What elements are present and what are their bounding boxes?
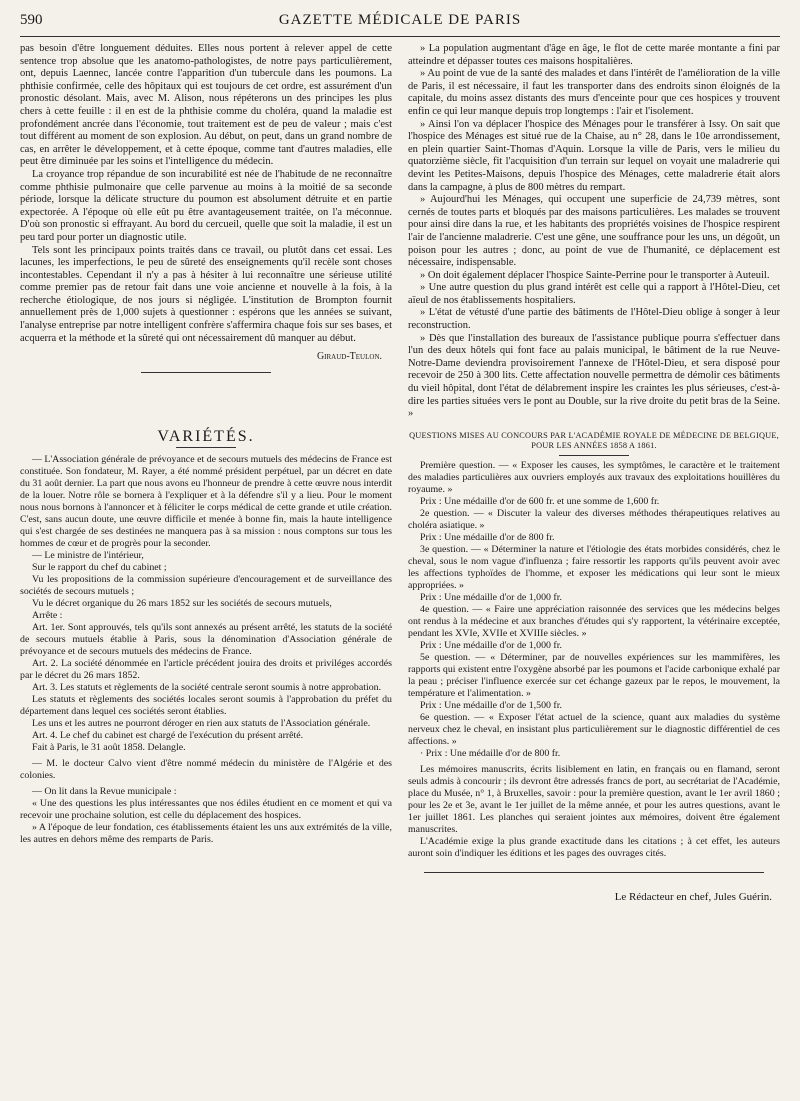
closing-paragraph: Les mémoires manuscrits, écrits lisiblement en latin, en français ou en flamand, seront seuls admis à concourir ; ils devront être adressés francs de port, au secrétariat de l'Académie, place du Musée, n° 1, à Bruxelles, savoir : pour la première question, avant le 1er avril 1860 ; pour les 2e et 3e, avant le 1er juillet de la même année, et pour les autres questions, avant le 1er juillet 1861. Les planches qui seraient jointes aux mémoires, doivent être également manuscrites.: [408, 763, 780, 835]
section-divider: [141, 372, 271, 373]
question-prize: · Prix : Une médaille d'or de 800 fr.: [420, 747, 561, 759]
question-prize: Prix : Une médaille d'or de 600 fr. et une somme de 1,600 fr.: [420, 495, 660, 507]
article-paragraph: La croyance trop répandue de son incurabilité est née de l'habitude de ne reconnaître comme phthisie pulmonaire que celle parvenue au moins à la moitié de sa seconde période, lorsque la délicate structure du poumon est absolument détruite et en partie expectorée. A l'époque où elle eût pu être avantageusement traitée, on l'a méconnue. D'où son pronostic si effrayant. Au bord du cercueil, quelle que soit la maladie, il est un peu tard pour porter un diagnostic utile.: [20, 168, 392, 243]
news-paragraph: — Le ministre de l'intérieur,: [32, 550, 144, 562]
columns: [20, 43, 780, 903]
article-paragraph: » Dès que l'installation des bureaux de l'assistance publique pourra s'effectuer dans l'un des deux hôtels qui font face au palais municipal, le bâtiment de la rue Neuve-Notre-Dame deviendra provisoirement l'annexe de l'Hôtel-Dieu, et sera disposé pour recevoir de 250 à 300 lits. Cette affectation nouvelle permettra de démolir ces bâtiments du vieil hôpital, dont l'état de délabrement inspire les craintes les plus sérieuses, c'est-à-dire les parties situées vers le pont au Double, sur la rive droite du petit bras de la Seine. »: [408, 332, 780, 420]
article-paragraph: » La population augmentant d'âge en âge, le flot de cette marée montante a fini par atteindre et dépasser toutes ces maisons hospitalières.: [408, 43, 780, 67]
page-number: 590: [20, 12, 43, 28]
left-column: [20, 43, 392, 903]
news-paragraph: Vu le décret organique du 26 mars 1852 sur les sociétés de secours mutuels,: [32, 598, 332, 610]
news-paragraph: — M. le docteur Calvo vient d'être nommé médecin du ministère de l'Algérie et des colonies.: [20, 758, 392, 782]
journal-title: GAZETTE MÉDICALE DE PARIS: [278, 12, 522, 28]
news-paragraph: Art. 2. La société dénommée en l'article précédent jouira des droits et priviléges accordés par le décret du 26 mars 1852.: [20, 658, 392, 682]
news-paragraph: — L'Association générale de prévoyance et de secours mutuels des médecins de France est constituée. Son fondateur, M. Rayer, a été nommé président perpétuel, par un décret en date du 31 août dernier. La part que nous avons eu l'honneur de prendre à cette œuvre nous interdit de la louer. Notre rôle se bornera à l'expliquer et à la défendre s'il y a lieu. Pour le moment nous nous bornons à l'annoncer et à féliciter le corps médical de cette grande et utile création. C'est, sans aucun doute, une œuvre difficile et menée à bonne fin, mais la haute intelligence qui s'est chargée de ses destinées ne manquera pas à sa mission : nous comptons sur tous les hommes de cœur et de progrès pour la seconder.: [20, 454, 392, 550]
running-head: [20, 12, 780, 34]
closing-paragraph: L'Académie exige la plus grande exactitude dans les citations ; à cet effet, les auteurs auront soin d'indiquer les éditions et les pages des ouvrages cités.: [408, 835, 780, 859]
article-paragraph: » L'état de vétusté d'une partie des bâtiments de l'Hôtel-Dieu oblige à songer à leur reconstruction.: [408, 307, 780, 332]
news-paragraph: Fait à Paris, le 31 août 1858. Delangle.: [32, 742, 186, 754]
questions-list: [408, 460, 780, 860]
news-paragraph: Art. 3. Les statuts et règlements de la société centrale seront soumis à notre approbation.: [32, 682, 382, 694]
varietes-heading: VARIÉTÉS.: [157, 427, 255, 445]
header-rule: [20, 36, 780, 37]
question-prize: Prix : Une médaille d'or de 800 fr.: [420, 531, 555, 543]
article-paragraph: » On doit également déplacer l'hospice Sainte-Perrine pour le transporter à Auteuil.: [420, 269, 770, 281]
news-paragraph: Art. 4. Le chef du cabinet est chargé de l'exécution du présent arrêté.: [32, 730, 304, 742]
question-text: 3e question. — « Déterminer la nature et l'étiologie des états morbides considérés, chez le cheval, sous le nom vague d'influenza ; faire ressortir les rapports qu'ils peuvent avoir avec les affections typhoïdes de l'homme, et exposer les médications qui leur sont le mieux appropriées. »: [408, 543, 780, 591]
editor-signature: Le Rédacteur en chef, Jules Guérin.: [614, 890, 772, 903]
article-paragraph: Tels sont les principaux points traités dans ce travail, ou plutôt dans cet essai. Les lacunes, les imperfections, le peu de sûreté des enseignements qu'il recèle sont choses incontestables. Cependant il n'y a pas à hésiter à lui reconnaître une sérieuse utilité comme premier pas de retour fait dans une voie ancienne et nouvelle à la fois, à la recherche étiologique, de nos jours si négligée. L'institution de Brompton fournit annuellement près de 1,000 sujets à questionner : espérons que les années se suivant, l'analyse entreprise par notre intelligent confrère s'affermira chaque fois sur ses bases, et acquerra et la méthode et la sûreté qui ont nécessairement dû manquer au début.: [20, 244, 392, 344]
closing-rule: [424, 872, 764, 873]
question-text: 4e question. — « Faire une appréciation raisonnée des services que les médecins belges ont rendus à la médecine et aux branches d'études qui s'y rapportent, la vétérinaire exceptée, pendant les XVIe, XVIIe et XVIIIe siècles. »: [408, 603, 780, 639]
news-paragraph: « Une des questions les plus intéressantes que nos édiles étudient en ce moment et qui va recevoir une prochaine solution, est celle du déplacement des hospices.: [20, 798, 392, 822]
article-paragraph: pas besoin d'être longuement déduites. Elles nous portent à relever appel de cette sentence trop absolue que les anatomo-pathologistes, de notre pays particulièrement, ont, depuis Laennec, lancée contre l'apparition d'un tubercule dans les poumons. La phthisie confirmée, celle des hôpitaux qui est toujours de cet ordre, est assurément d'un pronostic désolant. Mais, avec M. Alison, nous répéterons un des principes les plus chers à cette feuille : il en est de la phthisie comme du choléra, quand la maladie est profondément ancrée dans l'économie, tout traitement est de peu de valeur ; mais c'est tout différent au moment de son explosion. Au début, on peut, dans un grand nombre de cas, en arrêter le développement, et à cette époque, comme tant d'autres maladies, elle peut être diminuée par les soins et l'intelligence du médecin.: [20, 43, 392, 168]
article-paragraph: » Ainsi l'on va déplacer l'hospice des Ménages pour le transférer à Issy. On sait que l'hospice des Ménages est situé rue de la Chaise, au n° 28, dans le 10e arrondissement, en plein quartier Saint-Thomas d'Aquin. Lorsque la ville de Paris, vers le milieu du quatorzième siècle, fit l'acquisition d'un terrain sur lequel on voyait une maladrerie qui devint les Petites-Maisons, depuis l'hospice des Ménages, cette maladrerie était alors dans la campagne, à plus de 800 mètres du rempart.: [408, 118, 780, 193]
news-paragraph: Arrête :: [32, 610, 63, 622]
question-prize: Prix : Une médaille d'or de 1,000 fr.: [420, 639, 562, 651]
article-paragraph: » Aujourd'hui les Ménages, qui occupent une superficie de 24,739 mètres, sont cernés de toutes parts et bloqués par des maisons particulières. Les malades se trouvent pour ainsi dire dans la rue, et les habitants des propriétés voisines de l'hospice respirent l'air de l'ancienne maladrerie. C'est une gêne, une souffrance pour les uns, un dégoût, un poison pour les autres ; donc, au point de vue de l'humanité, ce déplacement est nécessaire, indispensable.: [408, 194, 780, 269]
heading-rule: [559, 455, 629, 456]
news-paragraph: Art. 1er. Sont approuvés, tels qu'ils sont annexés au présent arrêté, les statuts de la société de secours mutuels établie à Paris, sous la dénomination d'Association générale de prévoyance et de secours mutuels des médecins de France.: [20, 622, 392, 658]
news-paragraph: Vu les propositions de la commission supérieure d'encouragement et de surveillance des sociétés de secours mutuels ;: [20, 574, 392, 598]
question-text: 2e question. — « Discuter la valeur des diverses méthodes thérapeutiques relatives au choléra asiatique. »: [408, 507, 780, 531]
question-text: Première question. — « Exposer les causes, les symptômes, le caractère et le traitement des maladies particulières aux ouvriers employés aux travaux des exploitations houillères du royaume. »: [408, 459, 780, 495]
question-text: 6e question. — « Exposer l'état actuel de la science, quant aux maladies du système nerveux chez le cheval, en insistant plus particulièrement sur le diagnostic différentiel de ces affections. »: [408, 711, 780, 747]
heading-rule: [176, 447, 236, 448]
article-paragraph: » Au point de vue de la santé des malades et dans l'intérêt de l'amélioration de la ville de Paris, il est nécessaire, il faut les transporter dans des endroits sinon éloignés de la capitale, du moins assez distants des murs d'enceinte pour que ces hospices y trouvent enfin ce qui leur manque depuis trop longtemps : l'air et l'isolement.: [408, 68, 780, 117]
news-paragraph: Sur le rapport du chef du cabinet ;: [32, 562, 167, 574]
question-prize: Prix : Une médaille d'or de 1,500 fr.: [420, 699, 562, 711]
question-text: 5e question. — « Déterminer, par de nouvelles expériences sur les mammifères, les rapports qui existent entre l'oxygène absorbé par les poumons et l'acide carbonique exhalé par la peau ; préciser l'influence exercée sur cet échange gazeux par le repos, le mouvement, la température et l'alimentation. »: [408, 651, 780, 699]
right-column: [408, 43, 780, 903]
varietes-body: [20, 454, 392, 846]
news-paragraph: » A l'époque de leur fondation, ces établissements étaient les uns aux extrémités de la ville, les autres en dehors même des remparts de Paris.: [20, 822, 392, 846]
questions-heading: QUESTIONS MISES AU CONCOURS PAR L'ACADÉMIE ROYALE DE MÉDECINE DE BELGIQUE, POUR LES ANNÉES 1858 A 1861.: [409, 430, 779, 450]
news-paragraph: Les statuts et règlements des sociétés locales seront soumis à l'approbation du préfet du département dans lequel ces sociétés seront établies.: [20, 694, 392, 718]
news-paragraph: Les uns et les autres ne pourront déroger en rien aux statuts de l'Association générale.: [32, 718, 371, 730]
author-signature: Giraud-Teulon.: [316, 351, 382, 363]
news-paragraph: — On lit dans la Revue municipale :: [32, 786, 177, 798]
question-prize: Prix : Une médaille d'or de 1,000 fr.: [420, 591, 562, 603]
article-paragraph: » Une autre question du plus grand intérêt est celle qui a rapport à l'Hôtel-Dieu, cet aïeul de nos établissements hospitaliers.: [408, 282, 780, 306]
